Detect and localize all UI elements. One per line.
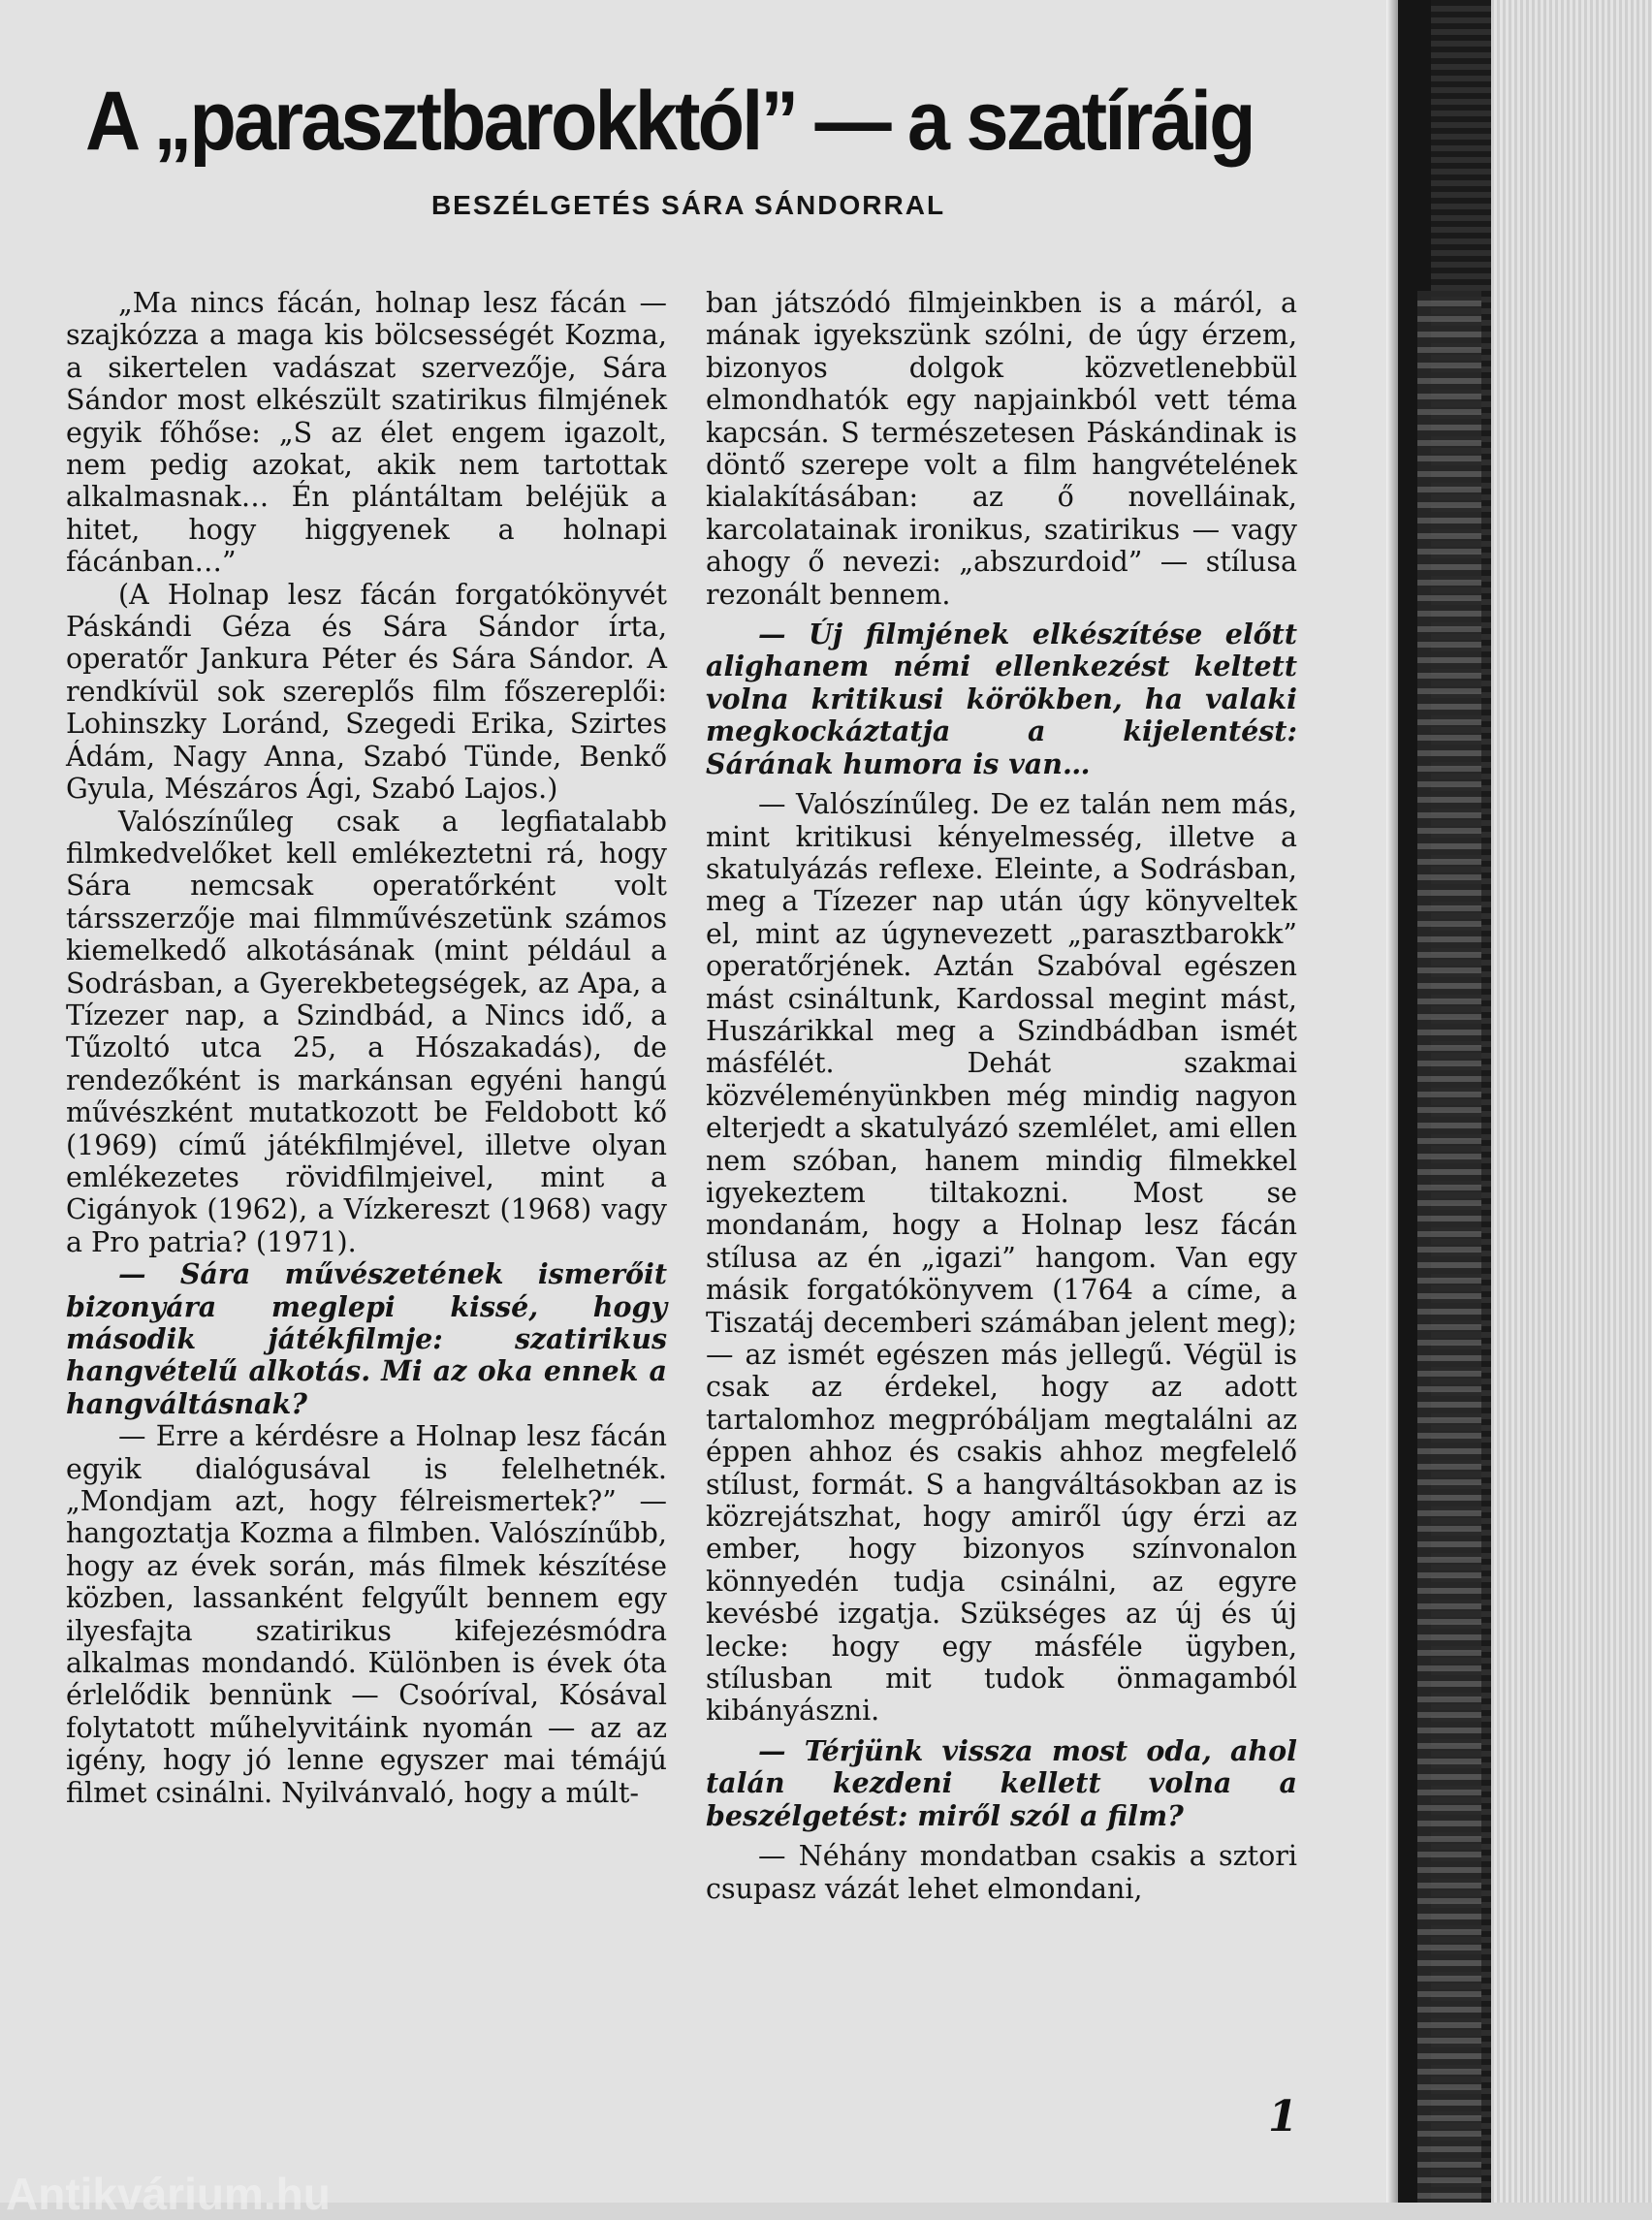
spine-pattern bbox=[1417, 291, 1481, 2203]
page-number: 1 bbox=[1268, 2092, 1298, 2141]
interview-question: — Térjünk vissza most oda, ahol talán kezdeni kellett volna a beszélgetést: miről szól a film? bbox=[706, 1733, 1297, 1832]
watermark-text: Antikvárium.hu bbox=[6, 2169, 331, 2219]
background-strip bbox=[1491, 0, 1652, 2203]
paragraph: — Erre a kérdésre a Holnap lesz fácán egyik dialógusával is felelhetnék. „Mondjam azt, hogy félreismertek?” — hangoztatja Kozma a filmben. Valószínűbb, hogy az évek során, más filmek készítése közben, lassanként felgyűlt bennem egy ilyesfajta szatirikus kifejezésmódra alkalmas mondandó. Különben is évek óta érlelődik bennünk — Csoóríval, Kósával folytatott műhelyvitáink nyomán — az az igény, hogy jó lenne egyszer mai témájú filmet csinálni. Nyilvánvaló, hogy a múlt- bbox=[66, 1420, 667, 1809]
paragraph: Valószínűleg csak a legfiatalabb filmkedvelőket kell emlékeztetni rá, hogy Sára nemcsak operatőrként volt társszerzője mai filmművészetünk számos kiemelkedő alkotásának (mint például a Sodrásban, a Gyerekbetegségek, az Apa, a Tízezer nap, a Szindbád, a Nincs idő, a Tűzoltó utca 25, a Hószakadás), de rendezőként is markánsan egyéni hangú művészként mutatkozott be Feldobott kő (1969) című játékfilmjével, illetve olyan emlékezetes rövidfilmjeivel, mint a Cigányok (1962), a Vízkereszt (1968) vagy a Pro patria? (1971). bbox=[66, 805, 667, 1258]
interview-question: — Sára művészetének ismerőit bizonyára meglepi kissé, hogy második játékfilmje: szatirikus hangvételű alkotás. Mi az oka ennek a hangváltásnak? bbox=[66, 1257, 667, 1420]
article-title: A „parasztbarokktól” — a szatíráig bbox=[85, 75, 1254, 168]
paragraph: (A Holnap lesz fácán forgatókönyvét Páskándi Géza és Sára Sándor írta, operatőr Jankura Péter és Sára Sándor. A rendkívül sok szereplős film főszereplői: Lohinszky Loránd, Szegedi Erika, Szirtes Ádám, Nagy Anna, Szabó Tünde, Benkő Gyula, Mészáros Ági, Szabó Lajos.) bbox=[66, 578, 667, 806]
paragraph: — Néhány mondatban csakis a sztori csupasz vázát lehet elmondani, bbox=[706, 1840, 1297, 1905]
page-edge bbox=[1386, 0, 1398, 2203]
paragraph: „Ma nincs fácán, holnap lesz fácán — szajkózza a maga kis bölcsességét Kozma, a sikertelen vadászat szervezője, Sára Sándor most elkészült szatirikus filmjének egyik főhőse: „S az élet engem igazolt, nem pedig azokat, akik nem tartottak alkalmasnak… Én plántáltam beléjük a hitet, hogy higgyenek a holnapi fácánban…” bbox=[66, 287, 667, 579]
paragraph: ban játszódó filmjeinkben is a máról, a mának igyekszünk szólni, de úgy érzem, bizonyos dolgok közvetlenebbül elmondhatók egy napjainkból vett téma kapcsán. S természetesen Páskándinak is döntő szerepe volt a film hangvételének kialakításában: az ő novelláinak, karcolatainak ironikus, szatirikus — vagy ahogy ő nevezi: „abszurdoid” — stílusa rezonált bennem. bbox=[706, 287, 1297, 611]
paragraph: — Valószínűleg. De ez talán nem más, mint kritikusi kényelmesség, illetve a skatulyázás reflexe. Eleinte, a Sodrásban, meg a Tízezer nap után úgy könyveltek el, mint az úgynevezett „parasztbarokk” operatőrjének. Aztán Szabóval egészen mást csináltunk, Kardossal megint mást, Huszárikkal meg a Szindbádban ismét másfélét. Dehát szakmai közvéleményünkben még mindig nagyon elterjedt a skatulyázó szemlélet, ami ellen nem szóban, hanem mindig filmekkel igyekeztem tiltakozni. Most se mondanám, hogy a Holnap lesz fácán stílusa az én „igazi” hangom. Van egy másik forgatókönyvem (1764 a címe, a Tiszatáj decemberi számában jelent meg); — az ismét egészen más jellegű. Végül is csak az érdekel, hogy az adott tartalomhoz megpróbáljam megtalálni az éppen ahhoz és csakis ahhoz megfelelő stílust, formát. S a hangváltásokban az is közrejátszhat, hogy amiről úgy érzi az ember, hogy bizonyos színvonalon könnyedén tudja csinálni, az egyre kevésbé izgatja. Szükséges az új és új lecke: hogy egy másféle ügyben, stílusban mit tudok önmagamból kibányászni. bbox=[706, 788, 1297, 1728]
article-subtitle: BESZÉLGETÉS SÁRA SÁNDORRAL bbox=[430, 190, 946, 220]
right-text-column bbox=[706, 287, 1297, 1905]
left-text-column bbox=[66, 287, 667, 1809]
interview-question: — Új filmjének elkészítése előtt alighanem némi ellenkezést keltett volna kritikusi körökben, ha valaki megkockáztatja a kijelentést: Sárának humora is van… bbox=[706, 618, 1297, 780]
